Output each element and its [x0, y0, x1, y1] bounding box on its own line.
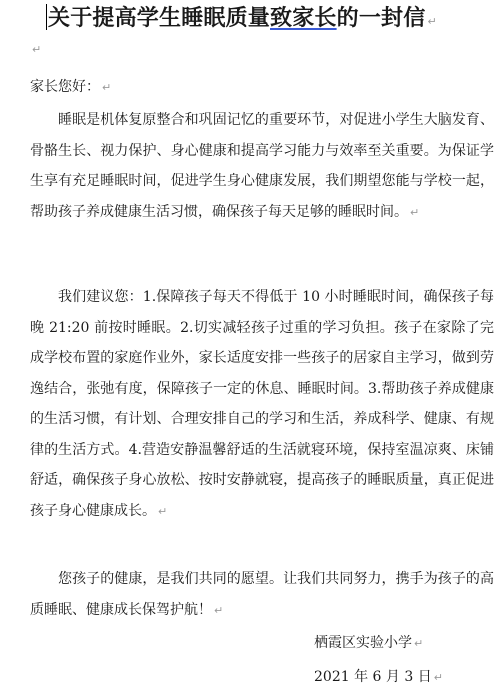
title-part-1: 关于提高学生睡眠质量 [48, 5, 271, 31]
paragraph-1 [30, 105, 494, 228]
paragraph-mark-icon: ↵ [414, 637, 424, 650]
school-signature [314, 634, 423, 653]
date-text: 2021 年 6 月 3 日 [314, 669, 432, 685]
letter-date [314, 668, 443, 687]
paragraph-2 [30, 282, 494, 527]
school-name: 栖霞区实验小学 [314, 635, 412, 651]
paragraph-3-text: 您孩子的健康，是我们共同的愿望。让我们共同努力，携手为孩子的高质睡眠、健康成长保驾护航！ [30, 571, 494, 618]
paragraph-mark-icon: ↵ [427, 15, 437, 28]
paragraph-mark-icon: ↵ [102, 81, 112, 94]
paragraph-3 [30, 564, 494, 626]
paragraph-2-text: 我们建议您：1.保障孩子每天不得低于 10 小时睡眠时间，确保孩子每晚 21:20 前按时睡眠。2.切实减轻孩子过重的学习负担。孩子在家除了完成学校布置的家庭作业外，家长适度安排一些孩子的居家自主学习，做到劳逸结合，张弛有度，保障孩子一定的休息、睡眠时间。3.帮助孩子养成健康的生活习惯，有计划、合理安排自己的学习和生活，养成科学、健康、有规律的生活方式。4.营造安静温馨舒适的生活就寝环境，保持室温凉爽、床铺舒适，确保孩子身心放松、按时安静就寝，提高孩子的睡眠质量，真正促进孩子身心健康成长。 [30, 289, 494, 519]
paragraph-mark-icon: ↵ [214, 603, 224, 617]
document-title [46, 4, 486, 36]
paragraph-mark-icon: ↵ [410, 205, 420, 219]
empty-paragraph [30, 42, 41, 56]
title-part-3: 的一封信 [336, 5, 426, 31]
paragraph-1-text: 睡眠是机体复原整合和巩固记忆的重要环节，对促进小学生大脑发育、骨骼生长、视力保护、身心健康和提高学习能力与效率至关重要。为保证学生享有充足睡眠时间，促进学生身心健康发展，我们期望您能与学校一起，帮助孩子养成健康生活习惯，确保孩子每天足够的睡眠时间。 [30, 112, 494, 220]
paragraph-mark-icon: ↵ [433, 671, 443, 684]
text-cursor [46, 4, 47, 30]
greeting [30, 78, 111, 97]
paragraph-mark-icon: ↵ [158, 504, 168, 518]
title-part-2-underlined: 致家长 [270, 5, 337, 31]
paragraph-mark-icon: ↵ [32, 43, 42, 56]
greeting-text: 家长您好： [30, 79, 100, 95]
